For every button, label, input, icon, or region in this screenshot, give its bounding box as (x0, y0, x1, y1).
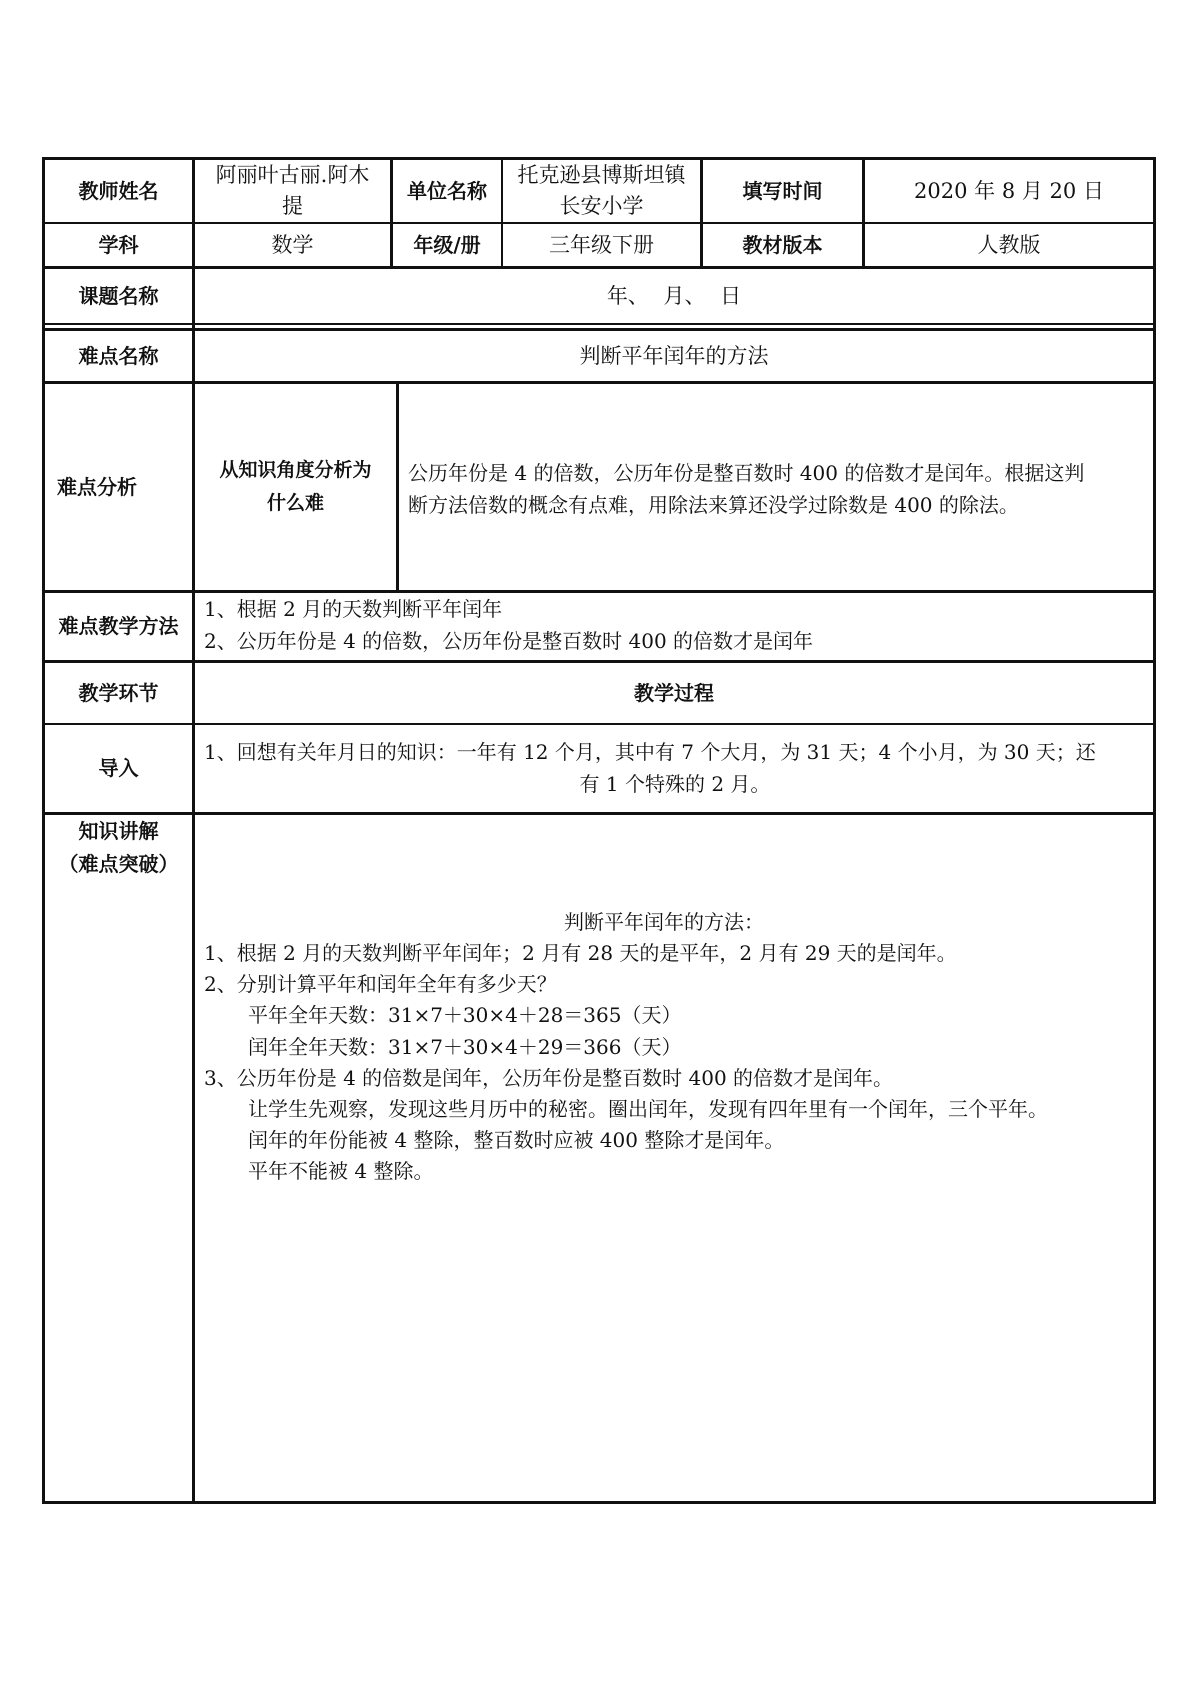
unit-name-value (503, 160, 700, 222)
explanation-label-line1: 知识讲解 (78, 819, 159, 843)
subject-label: 学科 (98, 232, 139, 257)
teacher-name-line1: 阿丽叶古丽.阿木 (215, 163, 370, 187)
teacher-name-line2: 提 (282, 194, 303, 218)
table-border-bottom (42, 1501, 1156, 1504)
method-line1: 1、根据 2 月的天数判断平年闰年 (204, 597, 503, 621)
difficulty-label: 难点名称 (78, 343, 159, 368)
method-line2: 2、公历年份是 4 的倍数，公历年份是整百数时 400 的倍数才是闰年 (204, 629, 814, 653)
analysis-label: 难点分析 (57, 474, 137, 499)
subject-value: 数学 (271, 232, 314, 257)
explanation-line-6: 让学生先观察，发现这些月历中的秘密。圈出闰年，发现有四年里有一个闰年，三个平年。 (248, 1097, 1048, 1122)
explanation-line-7: 闰年的年份能被 4 整除，整百数时应被 400 整除才是闰年。 (248, 1128, 785, 1153)
teacher-name-value (195, 160, 390, 222)
difficulty-value: 判断平年闰年的方法 (579, 343, 769, 368)
topic-label: 课题名称 (78, 283, 159, 308)
unit-name-line1: 托克逊县博斯坦镇 (517, 163, 686, 187)
explanation-line-5: 3、公历年份是 4 的倍数是闰年，公历年份是整百数时 400 的倍数才是闰年。 (204, 1065, 894, 1090)
teacher-name-label: 教师姓名 (78, 178, 159, 203)
analysis-text (408, 457, 1084, 521)
explanation-line-4: 闰年全年天数：31×7＋30×4＋29＝366（天） (248, 1034, 682, 1059)
analysis-text-line2: 断方法倍数的概念有点难，用除法来算还没学过除数是 400 的除法。 (408, 493, 1019, 517)
analysis-column-divider (396, 381, 399, 592)
process-stage-label: 教学环节 (78, 680, 159, 705)
explanation-line-1: 1、根据 2 月的天数判断平年闰年；2 月有 28 天的是平年，2 月有 29 天的是闰年。 (204, 941, 957, 965)
analysis-sub-label-line2: 什么难 (266, 492, 324, 514)
explanation-line-8: 平年不能被 4 整除。 (248, 1159, 434, 1184)
explanation-label (45, 815, 192, 881)
fill-date-label: 填写时间 (742, 178, 823, 203)
row-divider (42, 323, 1156, 325)
edition-value: 人教版 (977, 232, 1041, 257)
analysis-sub-label-line1: 从知识角度分析为 (219, 459, 372, 481)
analysis-sub-label (195, 384, 396, 590)
unit-name-line2: 长安小学 (559, 194, 644, 218)
explanation-line-3: 平年全年天数：31×7＋30×4＋28＝365（天） (248, 1003, 682, 1028)
intro-text (204, 736, 1146, 800)
grade-label: 年级/册 (413, 232, 481, 257)
unit-name-label: 单位名称 (407, 178, 487, 203)
topic-value: 年、 月、 日 (606, 283, 742, 308)
grade-value: 三年级下册 (549, 232, 654, 257)
method-label: 难点教学方法 (58, 614, 179, 638)
intro-label: 导入 (98, 756, 139, 780)
explanation-title: 判断平年闰年的方法： (564, 910, 764, 934)
explanation-label-line2: （难点突破） (58, 852, 179, 876)
explanation-body (204, 938, 1048, 1188)
process-header-value: 教学过程 (634, 680, 714, 705)
row-divider (42, 723, 1156, 725)
fill-date-value: 2020 年 8 月 20 日 (914, 178, 1104, 203)
method-text (204, 593, 813, 657)
explanation-line-2: 2、分别计算平年和闰年全年有多少天？ (204, 972, 557, 997)
edition-label: 教材版本 (742, 232, 823, 257)
intro-line1: 1、回想有关年月日的知识：一年有 12 个月，其中有 7 个大月，为 31 天；4 个小月，为 30 天；还 (204, 740, 1096, 764)
row-divider (42, 812, 1156, 815)
table-border-right (1153, 157, 1156, 1504)
intro-line2: 有 1 个特殊的 2 月。 (579, 772, 771, 796)
analysis-text-line1: 公历年份是 4 的倍数，公历年份是整百数时 400 的倍数才是闰年。根据这判 (408, 461, 1085, 485)
